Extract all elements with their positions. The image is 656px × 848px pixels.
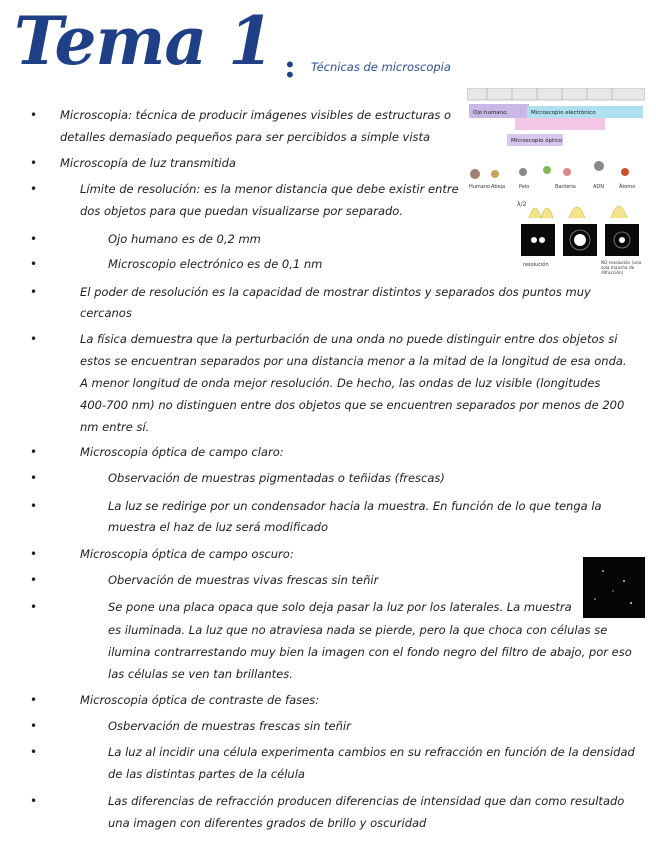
page-title: Tema 1 bbox=[14, 2, 274, 80]
bullet: • bbox=[30, 471, 38, 485]
text-line: muestra el haz de luz será modificado bbox=[108, 520, 329, 534]
text-line: Observación de muestras pigmentadas o teñidas (frescas) bbox=[108, 471, 445, 485]
text-line: estos se encuentran separados por una distancia menor a la mitad de la longitud de esa onda. bbox=[80, 354, 627, 368]
text-line: Microscopia óptica de contraste de fases: bbox=[80, 693, 320, 707]
svg-text:λ/2: λ/2 bbox=[517, 201, 527, 208]
text-line: Se pone una placa opaca que solo deja pasar la luz por los laterales. La muestra bbox=[108, 600, 572, 614]
text-line: A menor longitud de onda mejor resolución. De hecho, las ondas de luz visible (longitudes bbox=[80, 376, 601, 390]
text-line: Microscopía de luz transmitida bbox=[60, 156, 236, 170]
text-line: Microscopia: técnica de producir imágenes visibles de estructuras o bbox=[60, 108, 452, 122]
bullet: • bbox=[30, 693, 38, 707]
text-line: detalles demasiado pequeños para ser percibidos a simple vista bbox=[60, 130, 431, 144]
svg-text:Átomo: Átomo bbox=[619, 184, 636, 190]
svg-text:ADN: ADN bbox=[593, 184, 605, 190]
svg-text:Microscopio óptico: Microscopio óptico bbox=[511, 138, 563, 144]
text-line: ilumina contrarrestando muy bien la imagen con el fondo negro del filtro de abajo, por eso bbox=[108, 645, 632, 659]
bullet: • bbox=[30, 182, 38, 196]
text-line: las células se ven tan brillantes. bbox=[108, 667, 293, 681]
svg-text:difracción): difracción) bbox=[601, 270, 624, 275]
text-line: El poder de resolución es la capacidad de mostrar distintos y separados dos puntos muy bbox=[80, 285, 591, 299]
bullet: • bbox=[30, 156, 38, 170]
bullet: • bbox=[30, 108, 38, 122]
bullet: • bbox=[30, 332, 38, 346]
svg-text:Bacteria: Bacteria bbox=[555, 184, 576, 190]
text-line: Microscopia óptica de campo oscuro: bbox=[80, 547, 294, 561]
title-colon: : bbox=[284, 47, 296, 85]
svg-text:sola mancha de: sola mancha de bbox=[601, 265, 635, 270]
darkfield-image bbox=[583, 557, 645, 618]
text-line: dos objetos para que puedan visualizarse por separado. bbox=[80, 204, 403, 218]
text-line: Las diferencias de refracción producen diferencias de intensidad que dan como resultado bbox=[108, 794, 625, 808]
svg-text:Ojo humano: Ojo humano bbox=[473, 110, 507, 116]
text-line: nm entre sí. bbox=[80, 420, 150, 434]
bullet: • bbox=[30, 600, 38, 614]
bullet: • bbox=[30, 794, 38, 808]
bullet: • bbox=[30, 445, 38, 459]
text-line: Ojo humano es de 0,2 mm bbox=[108, 232, 261, 246]
svg-text:resolución: resolución bbox=[523, 262, 549, 268]
text-line: Microscopia óptica de campo claro: bbox=[80, 445, 284, 459]
airy-resolution-figure bbox=[515, 196, 645, 278]
bullet: • bbox=[30, 745, 38, 759]
bullet: • bbox=[30, 499, 38, 513]
text-line: Osbervación de muestras frescas sin teñir bbox=[108, 719, 351, 733]
text-line: 400-700 nm) no distinguen entre dos objetos que se encuentren separados por menos de 200 bbox=[80, 398, 625, 412]
svg-text:Abeja: Abeja bbox=[491, 184, 506, 190]
text-line: Obervación de muestras vivas frescas sin teñir bbox=[108, 573, 379, 587]
bullet: • bbox=[30, 573, 38, 587]
text-line: La luz se redirige por un condensador hacia la muestra. En función de lo que tenga la bbox=[108, 499, 602, 513]
svg-text:Microscopio electrónico: Microscopio electrónico bbox=[531, 110, 596, 116]
svg-text:Pelo: Pelo bbox=[519, 184, 530, 190]
bullet: • bbox=[30, 547, 38, 561]
bullet: • bbox=[30, 719, 38, 733]
bullet: • bbox=[30, 285, 38, 299]
text-line: La luz al incidir una célula experimenta cambios en su refracción en función de la densidad bbox=[108, 745, 635, 759]
bullet: • bbox=[30, 232, 38, 246]
svg-text:NO resolución (una: NO resolución (una bbox=[601, 260, 642, 265]
text-line: cercanos bbox=[80, 306, 132, 320]
text-line: es iluminada. La luz que no atraviesa nada se pierde, pero la que choca con células se bbox=[108, 623, 608, 637]
text-line: La física demuestra que la perturbación de una onda no puede distinguir entre dos objetos si bbox=[80, 332, 618, 346]
text-line: una imagen con diferentes grados de brillo y oscuridad bbox=[108, 816, 427, 830]
bullet: • bbox=[30, 257, 38, 271]
svg-text:Humano: Humano bbox=[469, 184, 491, 190]
page-subtitle: Técnicas de microscopia bbox=[311, 60, 451, 74]
resolution-scale-figure bbox=[467, 88, 645, 194]
text-line: de las distintas partes de la célula bbox=[108, 767, 305, 781]
text-line: Microscopio electrónico es de 0,1 nm bbox=[108, 257, 323, 271]
text-line: Límite de resolución: es la menor distancia que debe existir entre bbox=[80, 182, 459, 196]
